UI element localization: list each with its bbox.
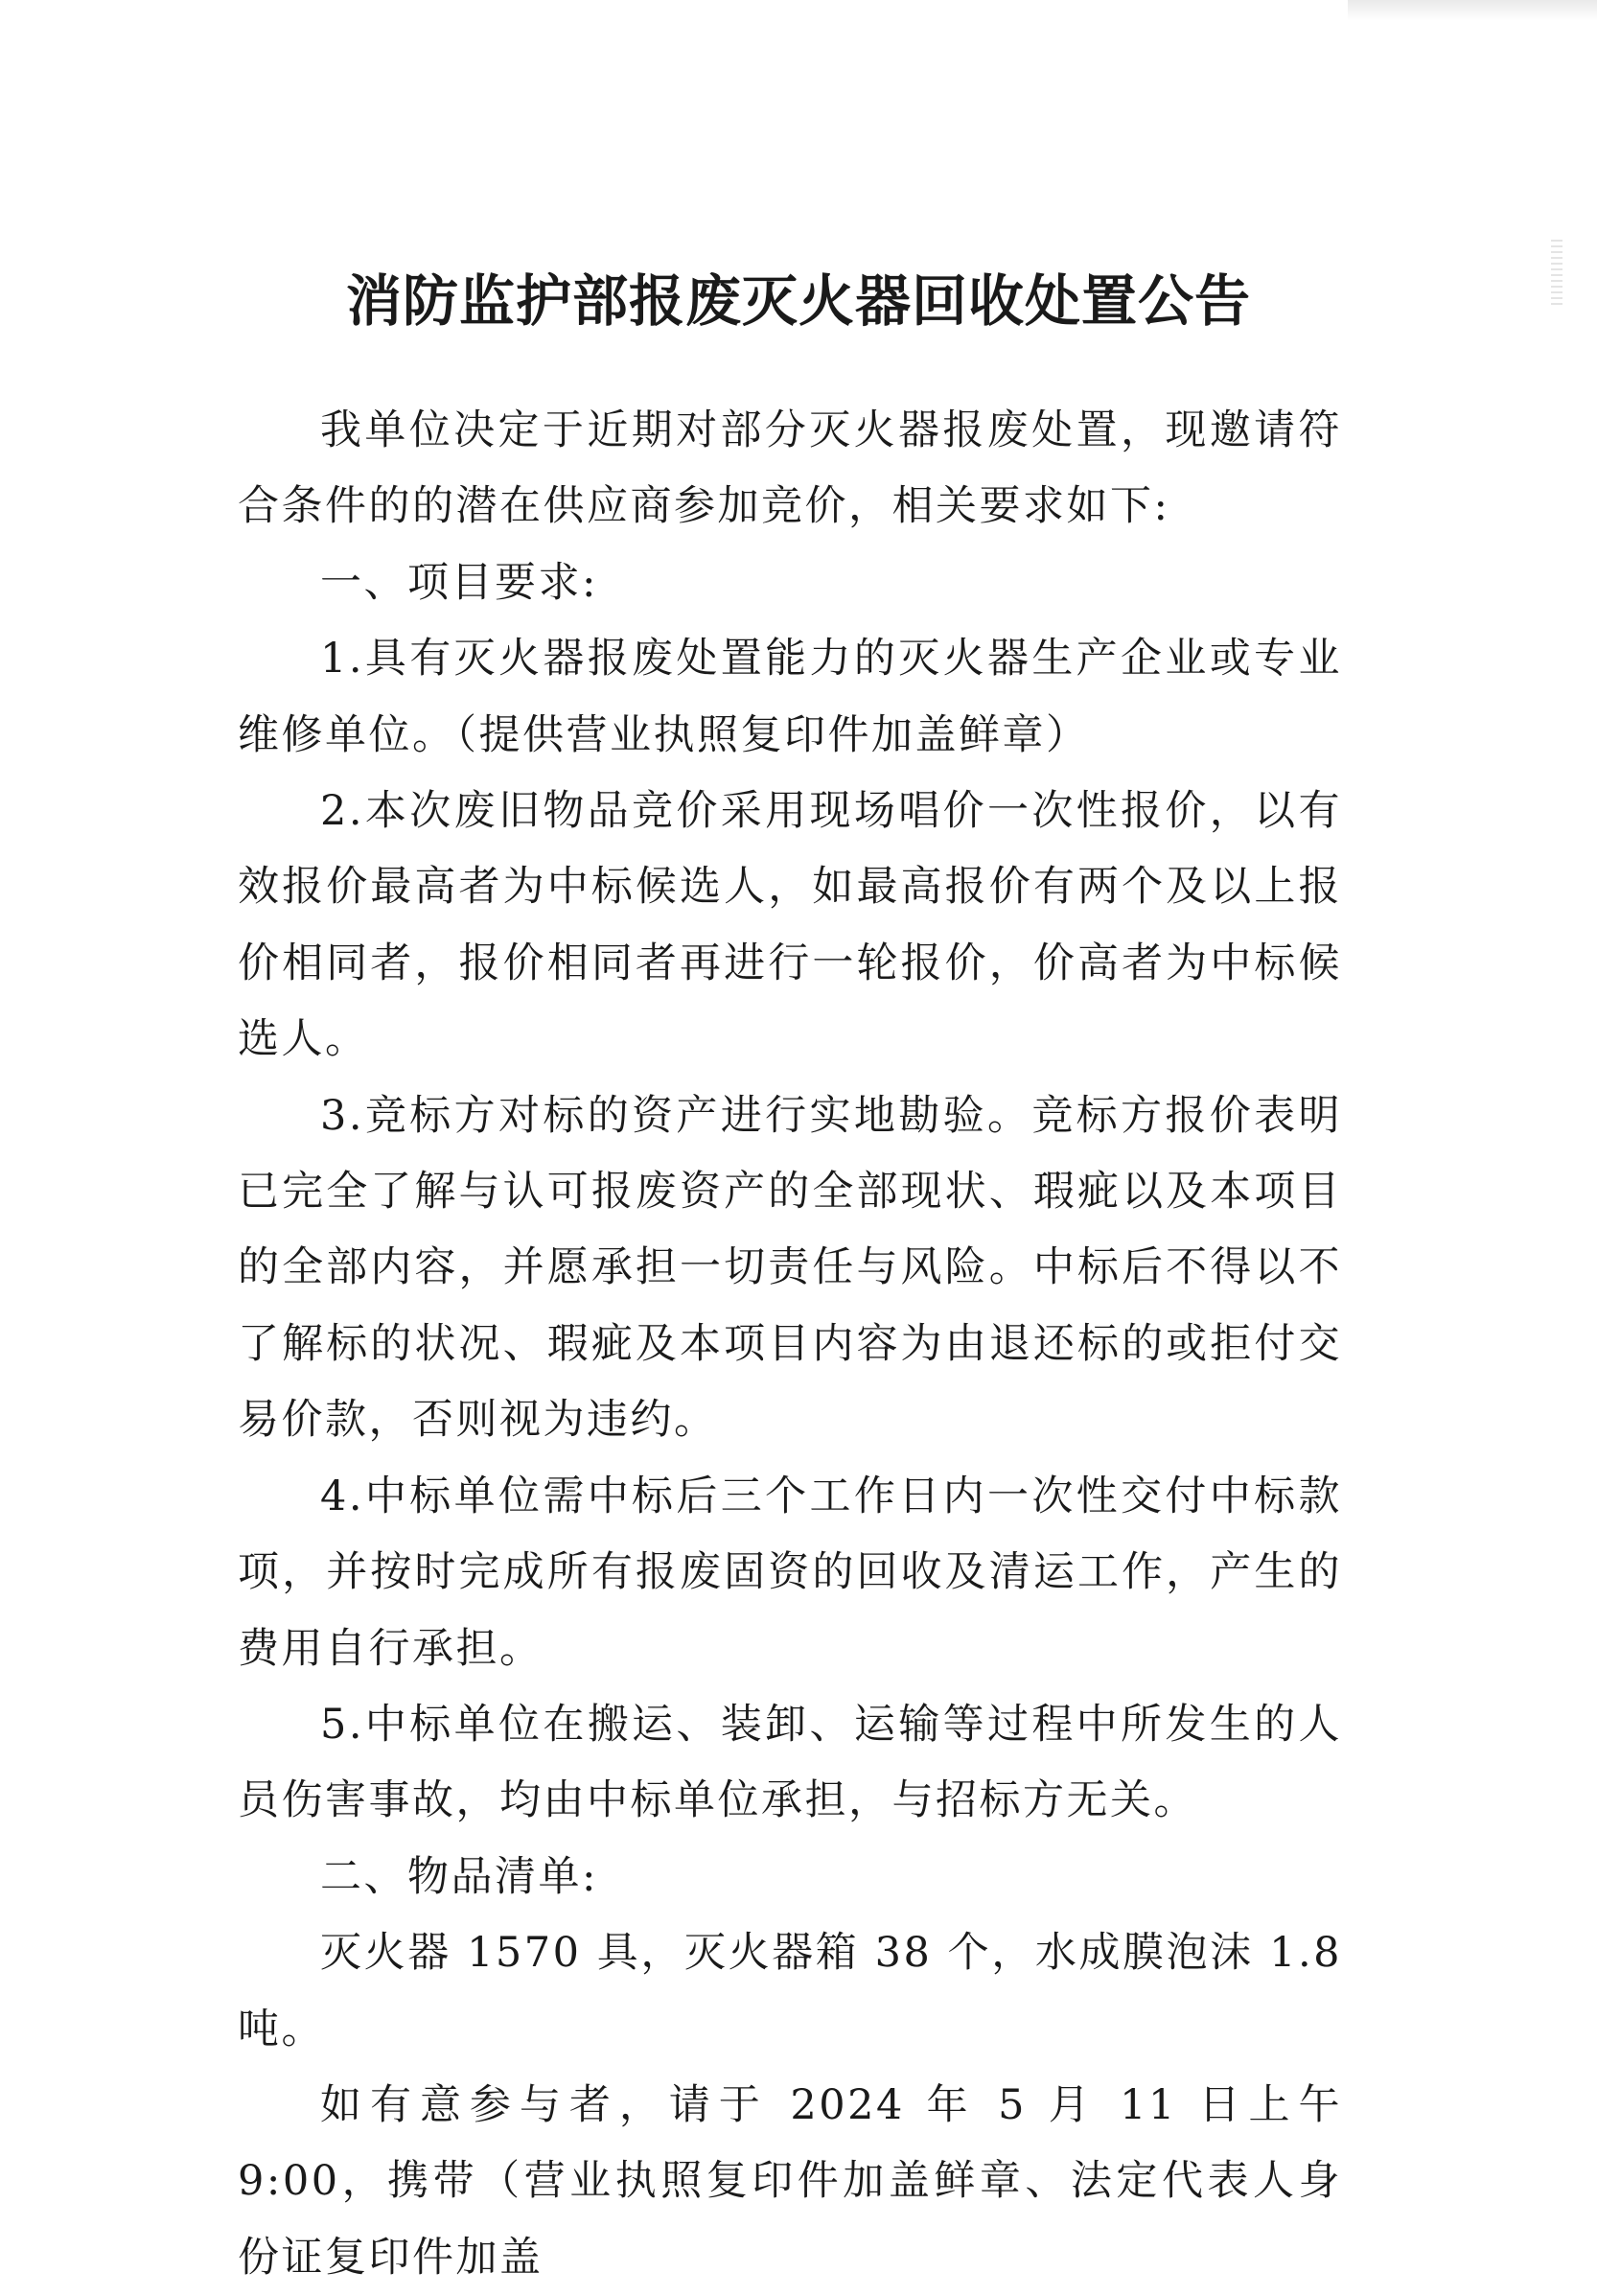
participation-paragraph: 如有意参与者，请于 2024 年 5 月 11 日上午 9:00，携带（营业执照复印件加盖鲜章、法定代表人身份证复印件加盖 <box>238 2080 1342 2282</box>
item-list-paragraph: 灭火器 1570 具，灭火器箱 38 个，水成膜泡沫 1.8 吨。 <box>238 1929 1342 2053</box>
section-heading-item-list: 二、物品清单: <box>320 1852 598 1901</box>
requirement-item-4: 4.中标单位需中标后三个工作日内一次性交付中标款项，并按时完成所有报废固资的回收及清运工作，产生的费用自行承担。 <box>238 1472 1342 1673</box>
scan-edge-shadow <box>1348 0 1597 21</box>
page-title: 消防监护部报废灭火器回收处置公告 <box>345 267 1251 334</box>
requirement-item-1: 1.具有灭火器报废处置能力的灭火器生产企业或专业维修单位。（提供营业执照复印件加盖鲜章） <box>238 635 1342 759</box>
requirement-item-3: 3.竞标方对标的资产进行实地勘验。竞标方报价表明已完全了解与认可报废资产的全部现状、瑕疵以及本项目的全部内容，并愿承担一切责任与风险。中标后不得以不了解标的状况、瑕疵及本项目内容为由退还标的或拒付交易价款，否则视为违约。 <box>238 1091 1342 1445</box>
section-heading-requirements: 一、项目要求: <box>320 558 598 607</box>
notice-body <box>238 393 1342 2296</box>
intro-paragraph: 我单位决定于近期对部分灭火器报废处置，现邀请符合条件的的潜在供应商参加竞价，相关要求如下: <box>238 406 1342 531</box>
requirement-item-5: 5.中标单位在搬运、装卸、运输等过程中所发生的人员伤害事故，均由中标单位承担，与招标方无关。 <box>238 1700 1342 1825</box>
requirement-item-2: 2.本次废旧物品竞价采用现场唱价一次性报价，以有效报价最高者为中标候选人，如最高报价有两个及以上报价相同者，报价相同者再进行一轮报价，价高者为中标候选人。 <box>238 787 1342 1064</box>
